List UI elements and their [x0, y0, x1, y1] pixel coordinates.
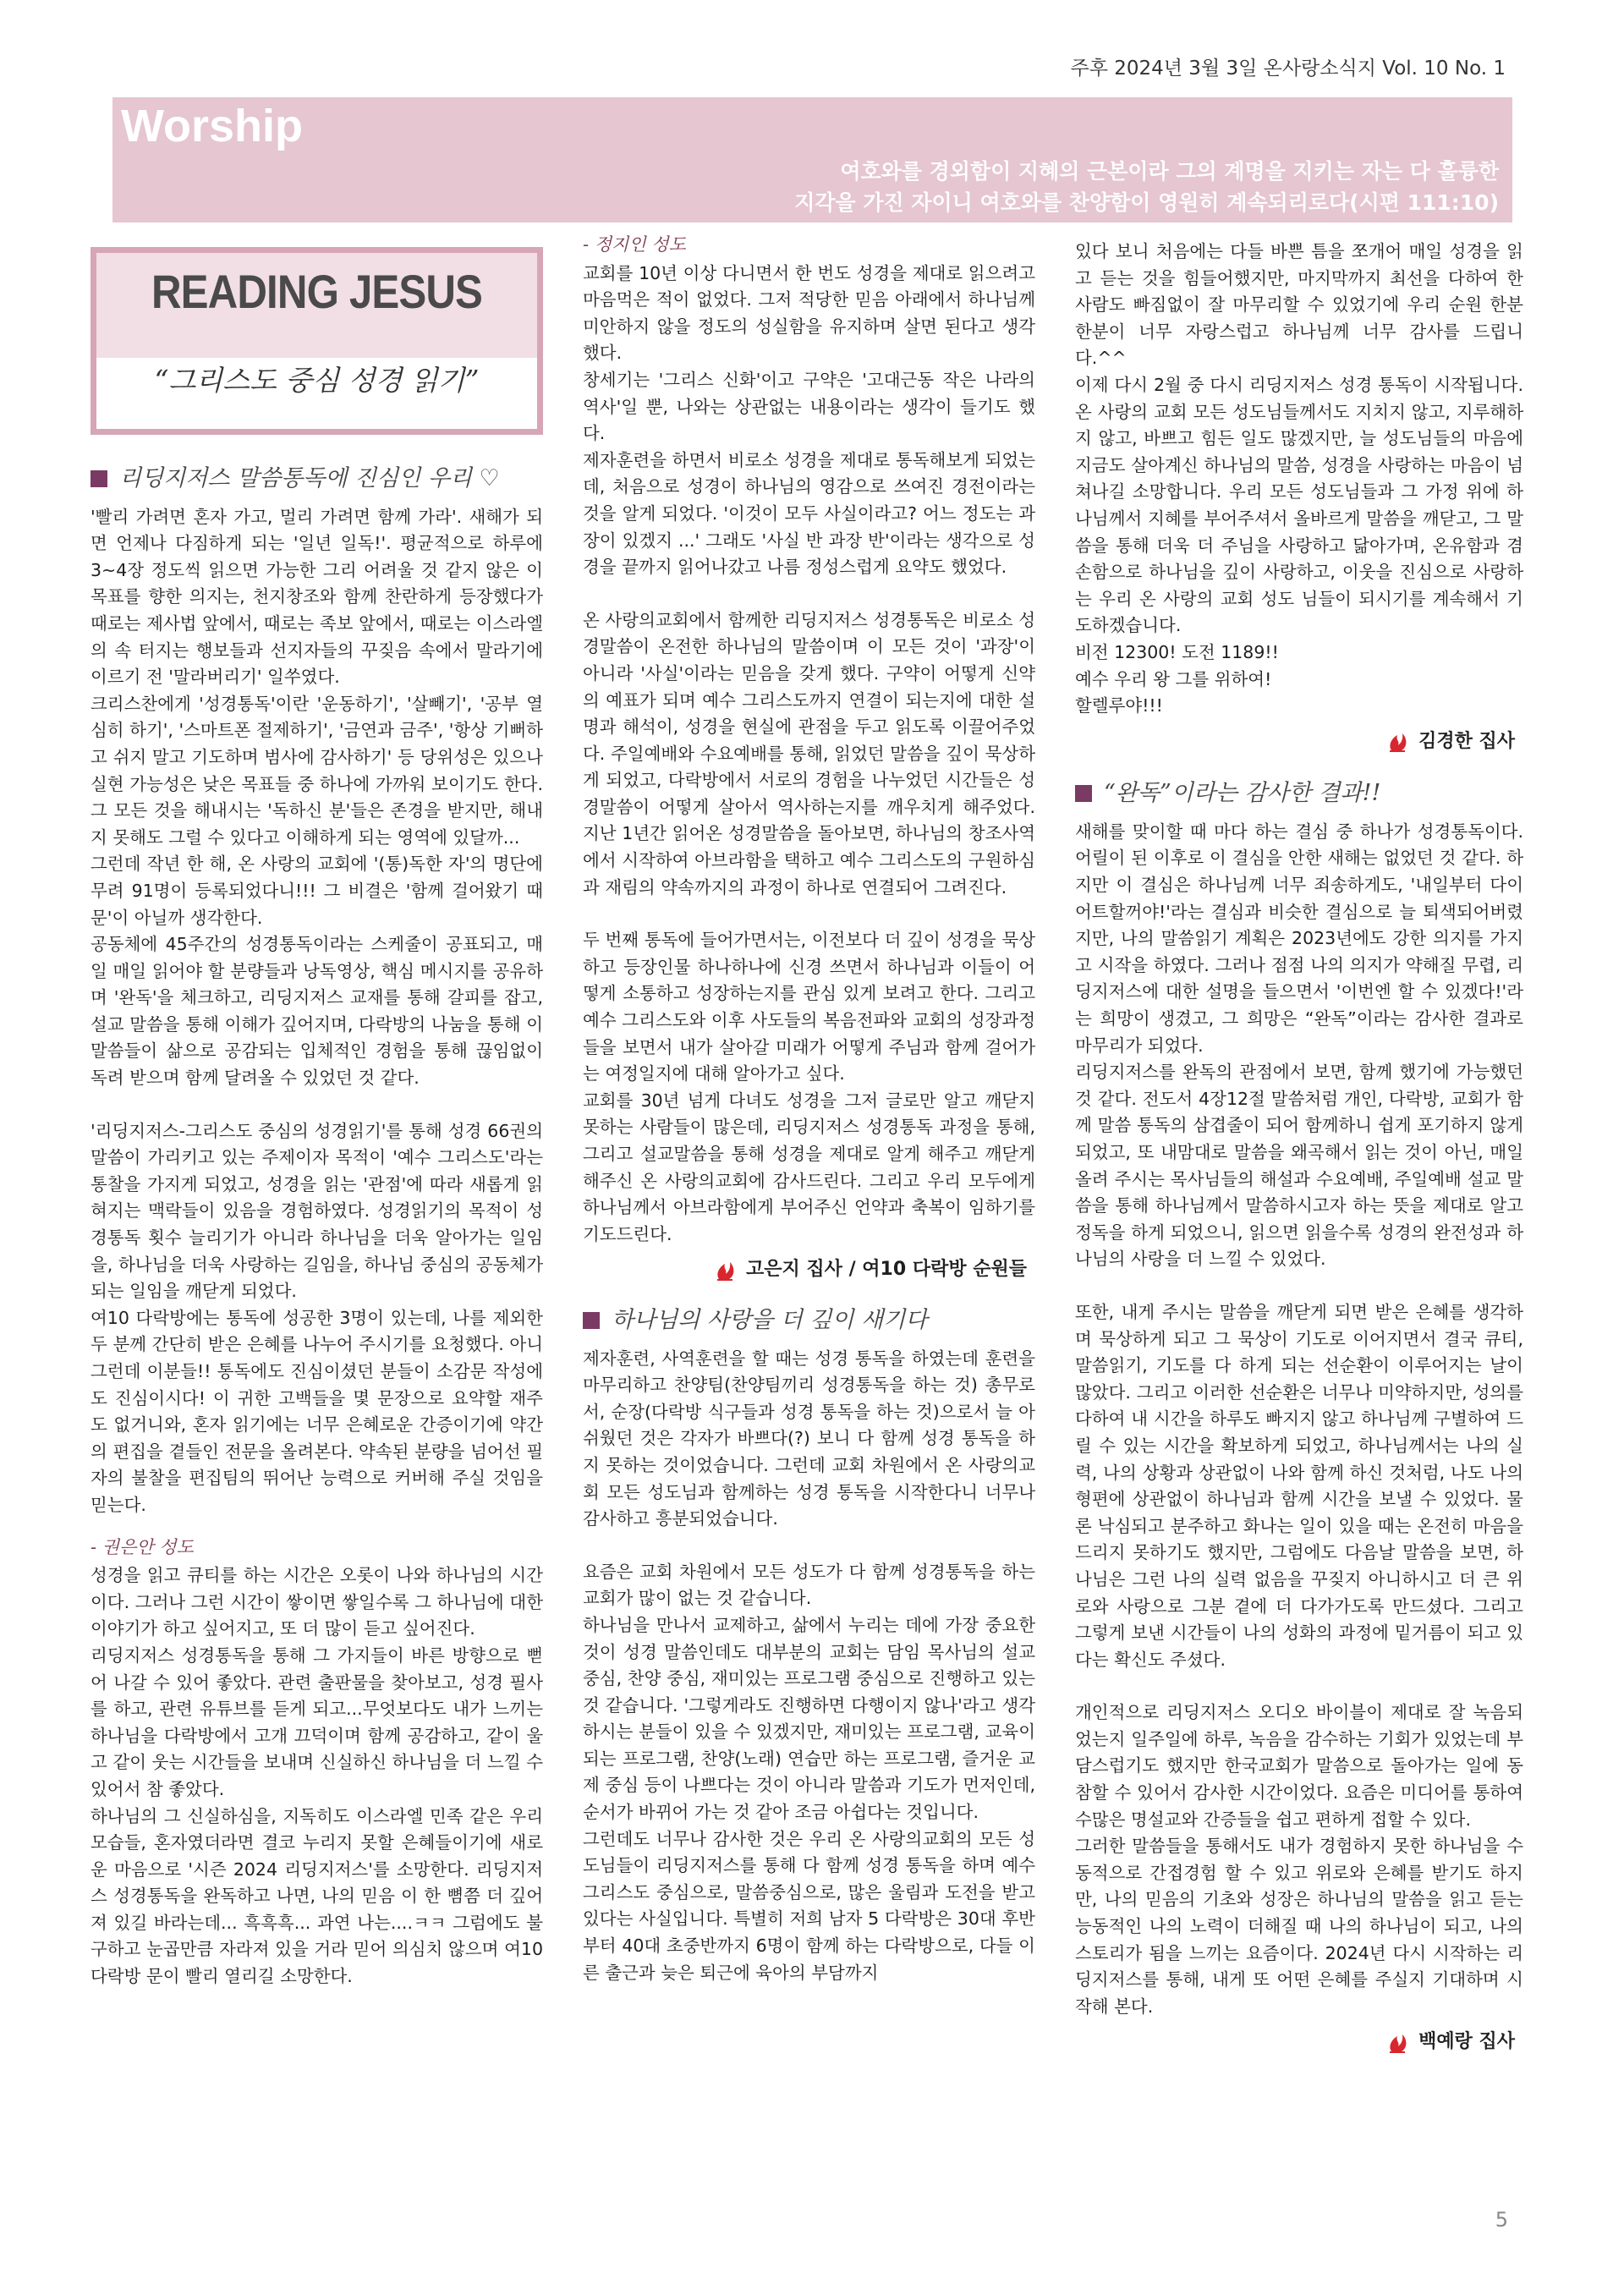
paragraph: 공동체에 45주간의 성경통독이라는 스케줄이 공표되고, 매일 매일 읽어야 할 분량들과 낭독영상, 핵심 메시지를 공유하며 '완독'을 체크하고, 리딩지저스 교재를 통해 갈피를 잡고, 설교 말씀을 통해 이해가 깊어지며, 다락방의 나눔을 통해 이 말씀들이 삶으로 공감되는 입체적인 경험을 통해 끊임없이 독려 받으며 함께 달려올 수 있었던 것 같다. [91, 934, 543, 1089]
issue-header: 주후 2024년 3월 3일 온사랑소식지 Vol. 10 No. 1 [1070, 58, 1506, 80]
verse-line-2: 지각을 가진 자이니 여호와를 찬양함이 영원히 계속되리로다(시편 111:10) [794, 190, 1499, 215]
paragraph: 리딩지저스 성경통독을 통해 그 가지들이 바른 방향으로 뻗어 나갈 수 있어 좋았다. 관련 출판물을 찾아보고, 성경 필사를 하고, 관련 유튜브를 듣게 되고...무엇보다도 내가 느끼는 하나님을 다락방에서 고개 끄덕이며 함께 공감하고, 같이 울고 같이 웃는 시간들을 보내며 신실하신 하나님을 더 느낄 수 있어서 참 좋았다. [91, 1644, 543, 1799]
author-signature: 김경한 집사 [1075, 728, 1515, 755]
section-title: Worship [121, 101, 303, 151]
church-logo-icon [1385, 728, 1410, 754]
paragraph: 두 번째 통독에 들어가면서는, 이전보다 더 깊이 성경을 묵상하고 등장인물 하나하나에 신경 쓰면서 하나님과 이들이 어떻게 소통하고 성장하는지를 관심 있게 보려고 한다. 그리고 예수 그리스도와 이후 사도들의 복음전파와 교회의 성장과정들을 보면서 내가 살아갈 미래가 어떻게 주님과 함께 걸어가는 여정일지에 대해 알아가고 싶다. [583, 930, 1035, 1084]
church-logo-icon [712, 1257, 738, 1282]
paragraph: 그러한 말씀들을 통해서도 내가 경험하지 못한 하나님을 수동적으로 간접경험 할 수 있고 위로와 은혜를 받기도 하지만, 나의 믿음의 기초와 성장은 하나님의 말씀을 읽고 듣는 능동적인 나의 노력이 더해질 때 나의 하나님이 되고, 나의 스토리가 됨을 느끼는 요즘이다. 2024년 다시 시작하는 리딩지저스를 통해, 내게 또 어떤 은혜를 주실지 기대하며 시작해 본다. [1075, 1836, 1523, 2017]
paragraph: 제자훈련, 사역훈련을 할 때는 성경 통독을 하였는데 훈련을 마무리하고 찬양팀(찬양팀끼리 성경통독을 하는 것) 총무로서, 순장(다락방 식구들과 성경 통독을 하는 것)으로서 늘 아쉬웠던 것은 각자가 바쁘다(?) 보니 다 함께 성경 통독을 하지 못하는 것이었습니다. 그런데 교회 차원에서 온 사랑의교회 모든 성도님과 함께하는 성경 통독을 시작한다니 너무나 감사하고 흥분되었습니다. [583, 1348, 1035, 1529]
paragraph: 또한, 내게 주시는 말씀을 깨닫게 되면 받은 은혜를 생각하며 묵상하게 되고 그 묵상이 기도로 이어지면서 결국 큐티, 말씀읽기, 기도를 다 하게 되는 선순환이 이루어지는 날이 많았다. 그리고 이러한 선순환은 너무나 미약하지만, 성의를 다하여 내 시간을 하루도 빠지지 않고 하나님께 구별하여 드릴 수 있는 시간을 확보하게 되었고, 하나님께서는 나의 실력, 나의 상황과 상관없이 나와 함께 하신 것처럼, 나도 나의 형편에 상관없이 하나님과 함께 시간을 보낼 수 있었다. 물론 낙심되고 분주하고 화나는 일이 있을 때는 온전히 마음을 드리지 못하기도 했지만, 그럼에도 다음날 말씀을 보면, 하나님은 그런 나의 실력 없음을 꾸짖지 아니하시고 더 큰 위로와 사랑으로 그분 곁에 더 다가가도록 만드셨다. 그리고 그렇게 보낸 시간들이 나의 성화의 과정에 밑거름이 되고 있다는 확신도 주셨다. [1075, 1301, 1523, 1670]
paragraph: 이제 다시 2월 중 다시 리딩지저스 성경 통독이 시작됩니다. 온 사랑의 교회 모든 성도님들께서도 지치지 않고, 지루해하지 않고, 바쁘고 힘든 일도 많겠지만, 늘 성도님들의 마음에 지금도 살아계신 하나님의 말씀, 성경을 사랑하는 마음이 넘쳐나길 소망합니다. 우리 모든 성도님들과 그 가정 위에 하나님께서 지혜를 부어주셔서 올바르게 말씀을 깨닫고, 그 말씀을 통해 더욱 더 주님을 사랑하고 닮아가며, 온유함과 겸손함으로 하나님을 깊이 사랑하고, 이웃을 진심으로 사랑하는 우리 온 사랑의 교회 성도 님들이 되시기를 계속해서 기도하겠습니다. [1075, 374, 1523, 636]
paragraph: 교회를 30년 넘게 다녀도 성경을 그저 글로만 알고 깨닫지 못하는 사람들이 많은데, 리딩지저스 성경통독 과정을 통해, 그리고 설교말씀을 통해 성경을 제대로 알게 해주고 깨닫게 해주신 온 사랑의교회에 감사드린다. 그리고 우리 모두에게 하나님께서 아브라함에게 부어주신 언약과 축복이 임하기를 기도드린다. [583, 1090, 1035, 1244]
church-logo-icon [1385, 2029, 1410, 2055]
paragraph: 그런데 작년 한 해, 온 사랑의 교회에 '(통)독한 자'의 명단에 무려 91명이 등록되었다니!!! 그 비결은 '함께 걸어왔기 때문'이 아닐까 생각한다. [91, 854, 543, 928]
column-2 [583, 234, 1035, 1986]
paragraph: 교회를 10년 이상 다니면서 한 번도 성경을 제대로 읽으려고 마음먹은 적이 없었다. 그저 적당한 믿음 아래에서 하나님께 미안하지 않을 정도의 성실함을 유지하며 살면 된다고 생각했다. [583, 262, 1035, 364]
paragraph: 리딩지저스를 완독의 관점에서 보면, 함께 했기에 가능했던 것 같다. 전도서 4장12절 말씀처럼 개인, 다락방, 교회가 함께 말씀 통독의 삼겹줄이 되어 함께하니 쉽게 포기하지 않게 되었고, 또 내맘대로 말씀을 왜곡해서 읽는 것이 아닌, 매일 올려 주시는 목사님들의 해설과 수요예배, 주일예배 설교 말씀을 통해 하나님께서 말씀하시고자 하는 뜻을 제대로 알고 정독을 하게 되었으니, 읽으면 읽을수록 성경의 완전성과 하나님의 사랑을 더 느낄 수 있었다. [1075, 1062, 1523, 1270]
banner-verse [794, 156, 1499, 218]
paragraph: 새해를 맞이할 때 마다 하는 결심 중 하나가 성경통독이다. 어릴이 된 이후로 이 결심을 안한 새해는 없었던 것 같다. 하지만 이 결심은 하나님께 너무 죄송하게도, '내일부터 다이어트할꺼야!'라는 결심과 비슷한 결심으로 늘 퇴색되어버렸지만, 나의 말씀읽기 계획은 2023년에도 강한 의지를 가지고 시작을 하였다. 그러나 점점 나의 의지가 약해질 무렵, 리딩지저스에 대한 설명을 들으면서 '이번엔 할 수 있겠다!'라는 희망이 생겼고, 그 희망은 “완독”이라는 감사한 결과로 마무리가 되었다. [1075, 821, 1523, 1056]
paragraph: 온 사랑의교회에서 함께한 리딩지저스 성경통독은 비로소 성경말씀이 온전한 하나님의 말씀이며 이 모든 것이 '과장'이 아니라 '사실'이라는 믿음을 갖게 했다. 구약이 어떻게 신약의 예표가 되며 예수 그리스도까지 연결이 되는지에 대한 설명과 해석이, 성경을 현실에 관점을 두고 읽도록 이끌어주었다. 주일예배와 수요예배를 통해, 읽었던 말씀을 깊이 묵상하게 되었고, 다락방에서 서로의 경험을 나누었던 시간들은 성경말씀이 어떻게 살아서 역사하는지를 깨우치게 해주었다. 지난 1년간 읽어온 성경말씀을 돌아보면, 하나님의 창조사역에서 시작하여 아브라함을 택하고 예수 그리스도의 구원하심과 재림의 약속까지의 과정이 하나로 연결되어 그려진다. [583, 609, 1035, 898]
column-3 [1075, 239, 1523, 2061]
paragraph: 크리스찬에게 '성경통독'이란 '운동하기', '살빼기', '공부 열심히 하기', '스마트폰 절제하기', '금연과 금주', '항상 기뻐하고 쉬지 말고 기도하며 범사에 감사하기' 등 당위성은 있으나 실현 가능성은 낮은 목표들 중 하나에 가까워 보이기도 한다. 그 모든 것을 해내시는 '독하신 분'들은 존경을 받지만, 해내지 못해도 그럴 수 있다고 이해하게 되는 영역에 있달까... [91, 693, 543, 848]
bullet-square-icon [1075, 785, 1092, 802]
paragraph: '리딩지저스-그리스도 중심의 성경읽기'를 통해 성경 66권의 말씀이 가리키고 있는 주제이자 목적이 '예수 그리스도'라는 통찰을 가지게 되었고, 성경을 읽는 '관점'에 따라 새롭게 읽혀지는 맥락들이 있음을 경험하였다. 성경읽기의 목적이 성경통독 횟수 늘리기가 아니라 하나님을 더욱 알아가는 일임을, 하나님을 더욱 사랑하는 길임을, 하나님 중심의 공동체가 되는 일임을 깨닫게 되었다. [91, 1120, 543, 1302]
page-number: 5 [1495, 2208, 1508, 2232]
paragraph: 여10 다락방에는 통독에 성공한 3명이 있는데, 나를 제외한 두 분께 간단히 받은 은혜를 나누어 주시기를 요청했다. 아니 그런데 이분들!! 통독에도 진심이셨던 분들이 소감문 작성에도 진심이시다! 이 귀한 고백들을 몇 문장으로 요약할 재주도 없거니와, 혼자 읽기에는 너무 은혜로운 간증이기에 약간의 편집을 곁들인 전문을 올려본다. 약속된 분량을 넘어선 필자의 불찰을 편집팀의 뛰어난 능력으로 커버해 주실 것임을 믿는다. [91, 1307, 543, 1515]
paragraph: 할렐루야!!! [1075, 695, 1163, 717]
section-heading: 리딩지저스 말씀통독에 진심인 우리 ♡ [91, 465, 543, 492]
section-heading: 하나님의 사랑을 더 깊이 새기다 [583, 1307, 1035, 1334]
paragraph: 하나님의 그 신실하심을, 지독히도 이스라엘 민족 같은 우리 모습들, 혼자였더라면 결코 누리지 못할 은혜들이기에 새로운 마음으로 '시즌 2024 리딩지저스'를 소망한다. 리딩지저스 성경통독을 완독하고 나면, 나의 믿음 이 한 뼘쯤 더 깊어져 있길 바라는데... 흑흑흑... 과연 나는....ㅋㅋ 그럼에도 불구하고 눈곱만큼 자라져 있을 거라 믿어 의심치 않으며 여10 다락방 문이 빨리 열리길 소망한다. [91, 1805, 543, 1987]
section-heading: “완독”이라는 감사한 결과!! [1075, 780, 1523, 807]
paragraph: '빨리 가려면 혼자 가고, 멀리 가려면 함께 가라'. 새해가 되면 언제나 다짐하게 되는 '일년 일독!'. 평균적으로 하루에 3~4장 정도씩 읽으면 가능한 그리 어려울 것 같지 않은 이 목표를 향한 의지는, 천지창조와 함께 찬란하게 등장했다가 때로는 제사법 앞에서, 때로는 족보 앞에서, 때로는 이스라엘의 속 터지는 행보들과 선지자들의 꾸짖음 속에서 말라기에 이르기 전 '말라버리기' 일쑤였다. [91, 506, 543, 688]
feature-title-box [91, 247, 543, 435]
paragraph: 있다 보니 처음에는 다들 바쁜 틈을 쪼개어 매일 성경을 읽고 듣는 것을 힘들어했지만, 마지막까지 최선을 다하여 한 사람도 빠짐없이 잘 마무리할 수 있었기에 우리 순원 한분 한분이 너무 자랑스럽고 하나님께 너무 감사를 드립니다.^^ [1075, 241, 1523, 369]
feature-title: READING JESUS [151, 265, 483, 318]
attribution: - 정지인 성도 [583, 234, 686, 255]
verse-line-1: 여호와를 경외함이 지혜의 근본이라 그의 계명을 지키는 자는 다 훌륭한 [840, 159, 1499, 184]
paragraph: 비전 12300! 도전 1189!! [1075, 641, 1279, 662]
paragraph: 제자훈련을 하면서 비로소 성경을 제대로 통독해보게 되었는데, 처음으로 성경이 하나님의 영감으로 쓰여진 경전이라는 것을 알게 되었다. '이것이 모두 사실이라고? 어느 정도는 과장이 있겠지 ...' 그래도 '사실 반 과장 반'이라는 생각으로 성경을 끝까지 읽어나갔고 나름 정성스럽게 요약도 했었다. [583, 449, 1035, 578]
paragraph: 그런데도 너무나 감사한 것은 우리 온 사랑의교회의 모든 성도님들이 리딩지저스를 통해 다 함께 성경 통독을 하며 예수 그리스도 중심으로, 말씀중심으로, 많은 울림과 도전을 받고 있다는 사실입니다. 특별히 저희 남자 5 다락방은 30대 후반부터 40대 초중반까지 6명이 함께 하는 다락방으로, 다들 이른 출근과 늦은 퇴근에 육아의 부담까지 [583, 1828, 1035, 1983]
author-signature: 고은지 집사 / 여10 다락방 순원들 [583, 1256, 1027, 1283]
paragraph: 요즘은 교회 차원에서 모든 성도가 다 함께 성경통독을 하는 교회가 많이 없는 것 같습니다. [583, 1561, 1035, 1609]
bullet-square-icon [91, 470, 107, 487]
feature-subtitle: “그리스도 중심 성경 읽기” [154, 364, 480, 397]
bullet-square-icon [583, 1312, 600, 1329]
paragraph: 개인적으로 리딩지저스 오디오 바이블이 제대로 잘 녹음되었는지 일주일에 하루, 녹음을 감수하는 기회가 있었는데 부담스럽기도 했지만 한국교회가 말씀으로 돌아가는 일에 동참할 수 있어서 감사한 시간이었다. 요즘은 미디어를 통하여 수많은 명설교와 간증들을 쉽고 편하게 접할 수 있다. [1075, 1702, 1523, 1830]
paragraph: 예수 우리 왕 그를 위하여! [1075, 668, 1272, 689]
paragraph: 성경을 읽고 큐티를 하는 시간은 오롯이 나와 하나님의 시간이다. 그러나 그런 시간이 쌓이면 쌓일수록 그 하나님에 대한 이야기가 하고 싶어지고, 또 더 많이 듣고 싶어진다. [91, 1565, 543, 1639]
paragraph: 창세기는 '그리스 신화'이고 구약은 '고대근동 작은 나라의 역사'일 뿐, 나와는 상관없는 내용이라는 생각이 들기도 했다. [583, 369, 1035, 444]
paragraph: 하나님을 만나서 교제하고, 삶에서 누리는 데에 가장 중요한 것이 성경 말씀인데도 대부분의 교회는 담임 목사님의 설교 중심, 찬양 중심, 재미있는 프로그램 중심으로 진행하고 있는 것 같습니다. '그렇게라도 진행하면 다행이지 않나'라고 생각하시는 분들이 있을 수 있겠지만, 재미있는 프로그램, 교육이 되는 프로그램, 찬양(노래) 연습만 하는 프로그램, 즐거운 교제 중심 등이 나쁘다는 것이 아니라 말씀과 기도가 먼저인데, 순서가 바뀌어 가는 것 같아 조금 아쉽다는 것입니다. [583, 1614, 1035, 1823]
attribution: - 권은안 성도 [91, 1536, 194, 1557]
author-signature: 백예랑 집사 [1075, 2029, 1515, 2056]
column-1 [91, 239, 543, 1990]
